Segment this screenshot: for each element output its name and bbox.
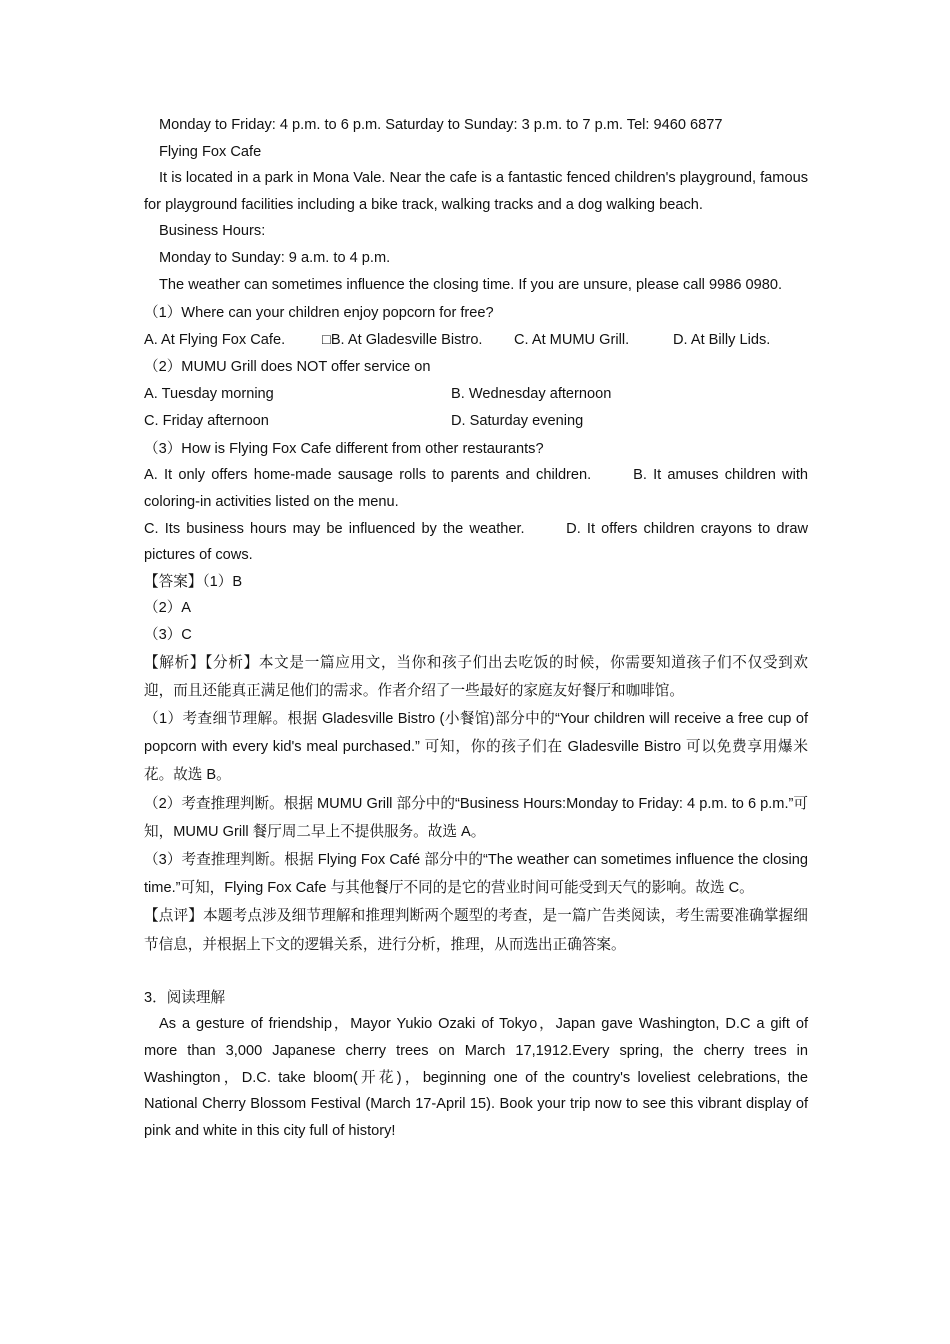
option-c: C. At MUMU Grill. xyxy=(514,331,630,348)
answer-3: （3）C xyxy=(144,627,192,643)
option-a: A. At Flying Fox Cafe. xyxy=(144,331,286,348)
spacer xyxy=(144,959,808,985)
question-3-options-cd: C. Its business hours may be influenced by the weather. D. It offers children crayons to draw pictures of cows. xyxy=(144,520,808,564)
hours-line: Monday to Friday: 4 p.m. to 6 p.m. Saturday to Sunday: 3 p.m. to 7 p.m. Tel: 9460 6877 xyxy=(159,117,723,133)
analysis-comment: 【点评】本题考点涉及细节理解和推理判断两个题型的考查，是一篇广告类阅读，考生需要准确掌握细节信息，并根据上下文的逻辑关系，进行分析，推理，从而选出正确答案。 xyxy=(144,908,808,953)
option-b: □B. At Gladesville Bistro. xyxy=(322,331,483,348)
question-3-options-ab: A. It only offers home-made sausage rolls to parents and children. B. It amuses children with coloring-in activities listed on the menu. xyxy=(144,467,808,511)
business-hours-value: Monday to Sunday: 9 a.m. to 4 p.m. xyxy=(159,249,391,266)
cafe-description: It is located in a park in Mona Vale. Near the cafe is a fantastic fenced children's playground, famous for playground facilities including a bike track, walking tracks and a dog walking beach. xyxy=(144,170,808,213)
option-c: C. Friday afternoon xyxy=(144,413,269,430)
answer-2: （2）A xyxy=(144,600,192,617)
analysis-q1: （1）考查细节理解。根据 Gladesville Bistro (小餐馆)部分中的“Your children will receive a free cup of popcorn with every kid's meal purchased.” 可知，你的孩子们在 Gladesville Bistro 可以免费享用爆米花。故选 B。 xyxy=(144,711,808,784)
option-a: A. Tuesday morning xyxy=(144,385,274,402)
option-d: D. At Billy Lids. xyxy=(673,331,771,348)
section-3-paragraph: As a gesture of friendship，Mayor Yukio Ozaki of Tokyo，Japan gave Washington, D.C a gift of more than 3,000 Japanese cherry trees on March 17,1912.Every spring, the cherry trees in Washington，D.C. take bloom(开花)，beginning one of the country's loveliest celebrations, the National Cherry Blossom Festival (March 17-April 15). Book your trip now to see this vibrant display of pink and white in this city full of history! xyxy=(144,1016,808,1139)
option-b: B. Wednesday afternoon xyxy=(451,385,612,402)
section-3-heading: 3．阅读理解 xyxy=(144,989,226,1006)
question-2-stem: （2）MUMU Grill does NOT offer service on xyxy=(144,359,431,376)
analysis-q2: （2）考查推理判断。根据 MUMU Grill 部分中的“Business Hours:Monday to Friday: 4 p.m. to 6 p.m.”可知，MUMU Grill 餐厅周二早上不提供服务。故选 A。 xyxy=(144,795,808,840)
question-2-options-row-1 xyxy=(144,381,808,409)
analysis-q3: （3）考查推理判断。根据 Flying Fox Café 部分中的“The weather can sometimes influence the closing time.”可知，Flying Fox Cafe 与其他餐厅不同的是它的营业时间可能受到天气的影响。故选 C。 xyxy=(144,852,808,897)
cafe-name: Flying Fox Cafe xyxy=(159,143,262,160)
question-3-stem: （3）How is Flying Fox Cafe different from other restaurants? xyxy=(144,440,544,457)
analysis-intro: 【解析】【分析】本文是一篇应用文，当你和孩子们出去吃饭的时候，你需要知道孩子们不仅受到欢迎，而且还能真正满足他们的需求。作者介绍了一些最好的家庭友好餐厅和咖啡馆。 xyxy=(144,654,808,699)
option-d: D. Saturday evening xyxy=(451,413,584,430)
question-2-options-row-2 xyxy=(144,408,808,436)
answer-1: 【答案】（1）B xyxy=(144,573,243,590)
weather-note: The weather can sometimes influence the closing time. If you are unsure, please call 9986 0980. xyxy=(159,276,783,293)
question-1-options xyxy=(144,327,808,355)
document-page xyxy=(144,112,808,1144)
question-1-stem: （1）Where can your children enjoy popcorn for free? xyxy=(144,305,494,322)
business-hours-label: Business Hours: xyxy=(159,223,266,240)
